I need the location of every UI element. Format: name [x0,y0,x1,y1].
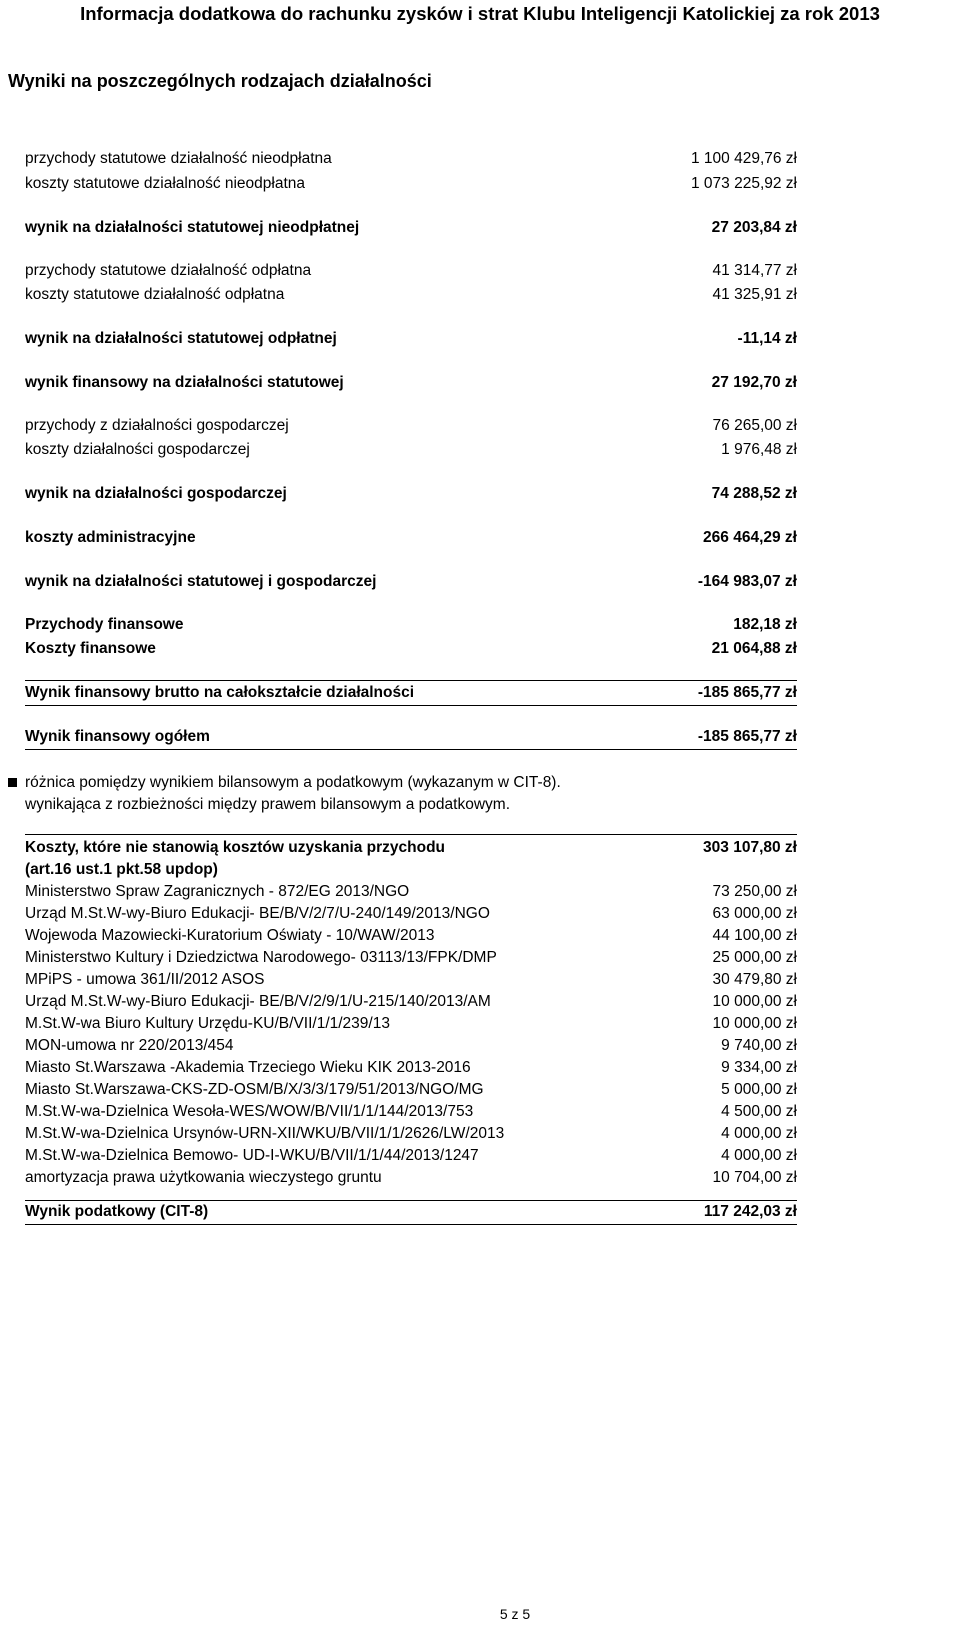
row-label: M.St.W-wa Biuro Kultury Urzędu-KU/B/VII/1/1/239/13 [25,1015,390,1032]
result-row [25,527,797,549]
cost-row [25,947,797,969]
cost-row [25,1035,797,1057]
row-value: 10 704,00 zł [712,1169,797,1186]
result-row [25,173,797,195]
result-row [25,260,797,282]
row-label: Koszty finansowe [25,640,156,657]
row-label: koszty administracyjne [25,529,196,546]
row-value: 76 265,00 zł [712,417,797,434]
row-label: wynik na działalności statutowej nieodpłatnej [25,219,360,236]
divider [25,834,797,835]
row-label: koszty statutowe działalność odpłatna [25,286,285,303]
row-label: Urząd M.St.W-wy-Biuro Edukacji- BE/B/V/2/7/U-240/149/2013/NGO [25,905,490,922]
row-value: 27 192,70 zł [711,374,797,391]
row-label: Wynik podatkowy (CIT-8) [25,1203,209,1220]
cost-row [25,1123,797,1145]
row-value: 44 100,00 zł [712,927,797,944]
row-value: 117 242,03 zł [703,1203,797,1220]
row-value: 4 500,00 zł [721,1103,797,1120]
result-row [25,328,797,350]
result-row [25,682,797,704]
cost-row [25,1013,797,1035]
row-label: wynik na działalności gospodarczej [25,485,287,502]
row-value: 1 073 225,92 zł [690,175,797,192]
row-value: 9 740,00 zł [721,1037,797,1054]
row-value: 182,18 zł [733,616,797,633]
row-label: Wynik finansowy ogółem [25,728,210,745]
row-value: 63 000,00 zł [712,905,797,922]
row-value: 10 000,00 zł [712,1015,797,1032]
row-label: koszty działalności gospodarczej [25,441,250,458]
row-label: wynik finansowy na działalności statutowej [25,374,344,391]
row-value: 41 325,91 zł [712,286,797,303]
result-row [25,571,797,593]
row-label: Ministerstwo Spraw Zagranicznych - 872/EG 2013/NGO [25,883,410,900]
row-label: koszty statutowe działalność nieodpłatna [25,175,306,192]
row-label: przychody statutowe działalność odpłatna [25,262,312,279]
row-label: MON-umowa nr 220/2013/454 [25,1037,234,1054]
row-value: 5 000,00 zł [721,1081,797,1098]
row-value: -164 983,07 zł [697,573,797,590]
result-row [25,372,797,394]
divider [25,1224,797,1225]
note-line: wynikająca z rozbieżności między prawem bilansowym a podatkowym. [25,796,510,813]
row-value: 74 288,52 zł [711,485,797,502]
divider [25,749,797,750]
cost-row [25,1167,797,1189]
row-label: Przychody finansowe [25,616,184,633]
row-value: 9 334,00 zł [721,1059,797,1076]
result-row [25,638,797,660]
row-value: 30 479,80 zł [712,971,797,988]
bullet-icon [8,778,17,787]
row-value: 25 000,00 zł [712,949,797,966]
row-value: 4 000,00 zł [721,1147,797,1164]
row-label: przychody statutowe działalność nieodpłatna [25,150,332,167]
result-row [25,439,797,461]
row-label: Wynik finansowy brutto na całokształcie działalności [25,684,415,701]
row-label: wynik na działalności statutowej odpłatnej [25,330,337,347]
row-value: 21 064,88 zł [711,640,797,657]
row-label: M.St.W-wa-Dzielnica Ursynów-URN-XII/WKU/B/VII/1/1/2626/LW/2013 [25,1125,505,1142]
result-row [25,726,797,748]
costs-header [25,837,797,859]
row-label: M.St.W-wa-Dzielnica Wesoła-WES/WOW/B/VII/1/1/144/2013/753 [25,1103,474,1120]
row-value: -185 865,77 zł [697,684,797,701]
row-label: amortyzacja prawa użytkowania wieczystego gruntu [25,1169,382,1186]
cost-row [25,969,797,991]
costs-header-sub [25,859,797,881]
costs-header-value: 303 107,80 zł [703,839,797,856]
cost-row [25,991,797,1013]
row-value: 1 976,48 zł [721,441,797,458]
cost-row [25,881,797,903]
costs-header-label: Koszty, które nie stanowią kosztów uzyskania przychodu [25,839,446,856]
row-value: -11,14 zł [737,330,797,347]
row-label: M.St.W-wa-Dzielnica Bemowo- UD-I-WKU/B/VII/1/1/44/2013/1247 [25,1147,479,1164]
row-value: 73 250,00 zł [712,883,797,900]
row-value: -185 865,77 zł [697,728,797,745]
row-label: wynik na działalności statutowej i gospodarczej [25,573,377,590]
section-title: Wyniki na poszczególnych rodzajach działalności [8,71,432,91]
costs-header-label: (art.16 ust.1 pkt.58 updop) [25,861,218,878]
row-label: Ministerstwo Kultury i Dziedzictwa Narodowego- 03113/13/FPK/DMP [25,949,497,966]
result-row [25,415,797,437]
row-value: 1 100 429,76 zł [690,150,797,167]
tax-result-row [25,1201,797,1223]
row-label: Wojewoda Mazowiecki-Kuratorium Oświaty - 10/WAW/2013 [25,927,435,944]
result-row [25,614,797,636]
page-title: Informacja dodatkowa do rachunku zysków i strat Klubu Inteligencji Katolickiej za rok 2013 [80,3,880,24]
result-row [25,483,797,505]
page-number: 5 z 5 [499,1606,531,1622]
cost-row [25,1145,797,1167]
cost-row [25,1079,797,1101]
row-value: 41 314,77 zł [712,262,797,279]
divider [25,680,797,681]
cost-row [25,1057,797,1079]
row-value: 27 203,84 zł [711,219,797,236]
result-row [25,148,797,170]
cost-row [25,925,797,947]
row-value: 4 000,00 zł [721,1125,797,1142]
row-label: MPiPS - umowa 361/II/2012 ASOS [25,971,265,988]
divider [25,705,797,706]
note-line: różnica pomiędzy wynikiem bilansowym a podatkowym (wykazanym w CIT-8). [25,774,561,791]
row-label: Miasto St.Warszawa-CKS-ZD-OSM/B/X/3/3/179/51/2013/NGO/MG [25,1081,484,1098]
result-row [25,284,797,306]
row-label: Urząd M.St.W-wy-Biuro Edukacji- BE/B/V/2/9/1/U-215/140/2013/AM [25,993,491,1010]
row-value: 10 000,00 zł [712,993,797,1010]
row-label: Miasto St.Warszawa -Akademia Trzeciego Wieku KIK 2013-2016 [25,1059,471,1076]
result-row [25,217,797,239]
cost-row [25,903,797,925]
row-value: 266 464,29 zł [703,529,797,546]
cost-row [25,1101,797,1123]
row-label: przychody z działalności gospodarczej [25,417,289,434]
